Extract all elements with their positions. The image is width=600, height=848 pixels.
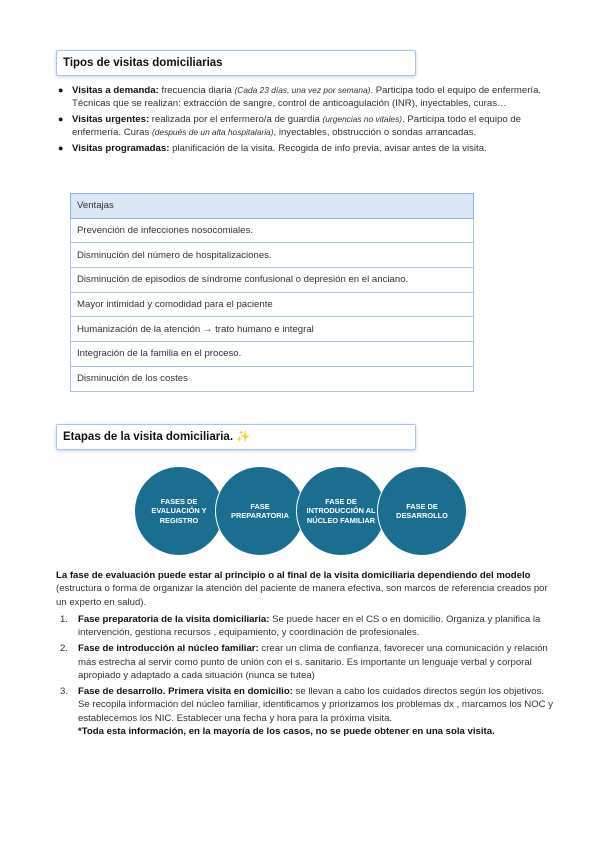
step-note: *Toda esta información, en la mayoría de los casos, no se puede obtener en una sola visita. (78, 726, 495, 738)
step-number: 1. (60, 614, 69, 625)
list-item (56, 113, 556, 140)
item-note: (urgencias no vitales) (322, 113, 403, 124)
step-label: Fase preparatoria de la visita domiciliaria: (78, 614, 270, 625)
step-text: crear un clima de confianza, favorecer una comunicación y relación más estrecha al servir como punto de unión con el s. sanitario. Es importante un lenguaje verbal y corporal apropiado y adaptado a cada situación (nunca se tutea) (78, 643, 548, 682)
table-row: Disminución del número de hospitalizaciones. (71, 243, 474, 268)
item-text: realizada por el enfermero/a de guardia (149, 113, 323, 125)
bullet-icon: ● (58, 142, 64, 153)
phases-diagram (134, 466, 468, 558)
item-text: planificación de la visita. Recogida de info previa, avisar antes de la visita. (169, 142, 487, 154)
table-row: Mayor intimidad y comodidad para el paciente (71, 292, 474, 317)
bullet-icon: ● (58, 113, 64, 124)
item-text: . Participa todo el equipo de enfermería. Técnicas que se realizan: extracción de sangre, control de anticoagulación (INR), inyectables, curas… (72, 85, 542, 110)
list-item (56, 142, 556, 155)
phase-circle-introduction (296, 466, 386, 556)
phase-circle-preparatory (215, 466, 305, 556)
table-row: Prevención de infecciones nosocomiales. (71, 218, 474, 243)
visit-types-list (56, 84, 556, 157)
step-number: 3. (60, 686, 69, 698)
phase-circle-evaluation (134, 466, 224, 556)
steps-list (56, 613, 556, 741)
section-title-text: Tipos de visitas domiciliarias (63, 57, 223, 69)
phase-label: FASE PREPARATORIA (231, 501, 289, 520)
list-item (56, 685, 556, 739)
section-title-stages (56, 424, 416, 450)
item-text: . Participa todo el equipo de enfermería. Curas (72, 113, 522, 139)
step-text: se llevan a cabo los cuidados directos según los objetivos. Se recopila información del núcleo familiar, identificamos y priorizamos los problemas dx , marcamos los NOC y establecemos los NIC. Establecer una fecha y hora para la próxima visita. (78, 686, 554, 724)
table-row: Disminución de episodios de síndrome confusional o depresión en el anciano. (71, 268, 474, 293)
step-number: 2. (60, 643, 69, 655)
item-text: frecuencia diaria (158, 85, 235, 96)
phase-label: FASE DE INTRODUCCIÓN AL NÚCLEO FAMILIAR (306, 496, 376, 525)
list-item (56, 84, 556, 111)
table-row: Humanización de la atención → trato humano e integral (71, 317, 474, 342)
intro-text: (estructura o forma de organizar la atención del paciente de manera efectiva, son marcos de referencia creados por un experto en salud). (56, 583, 548, 608)
item-label: Visitas programadas: (72, 142, 170, 154)
step-text: Se puede hacer en el CS o en domicilio. Organiza y planifica la intervención, gestiona recursos , equipamiento, y coordinación de profesionales. (78, 614, 541, 639)
bullet-icon: ● (58, 85, 64, 95)
table-row: Integración de la familia en el proceso. (71, 342, 474, 367)
intro-bold: La fase de evaluación puede estar al principio o al final de la visita domiciliaria dependiendo del modelo (56, 570, 531, 581)
phase-label: FASE DE DESARROLLO (396, 501, 448, 520)
phase-circle-development (377, 466, 467, 556)
list-item (56, 642, 556, 682)
phase-label: FASES DE EVALUACIÓN Y REGISTRO (151, 496, 207, 525)
item-text: , inyectables, obstrucción o sondas arrancadas. (273, 127, 477, 139)
item-note: (después de un alta hospitalaria) (151, 127, 274, 138)
list-item (56, 613, 556, 640)
step-label: Fase de introducción al núcleo familiar: (78, 643, 259, 655)
item-note: (Cada 23 días, una vez por semana) (234, 85, 371, 95)
table-row: Disminución de los costes (71, 366, 474, 391)
table-header: Ventajas (71, 194, 474, 219)
item-label: Visitas urgentes: (72, 113, 150, 125)
advantages-table (70, 193, 474, 392)
item-label: Visitas a demanda: (72, 85, 159, 96)
intro-paragraph (56, 569, 554, 609)
section-title-text: Etapas de la visita domiciliaria. (63, 431, 234, 443)
sparkles-icon: ✨ (236, 431, 251, 443)
step-label: Fase de desarrollo. Primera visita en domicilio: (78, 686, 293, 698)
section-title-visit-types (56, 50, 416, 76)
